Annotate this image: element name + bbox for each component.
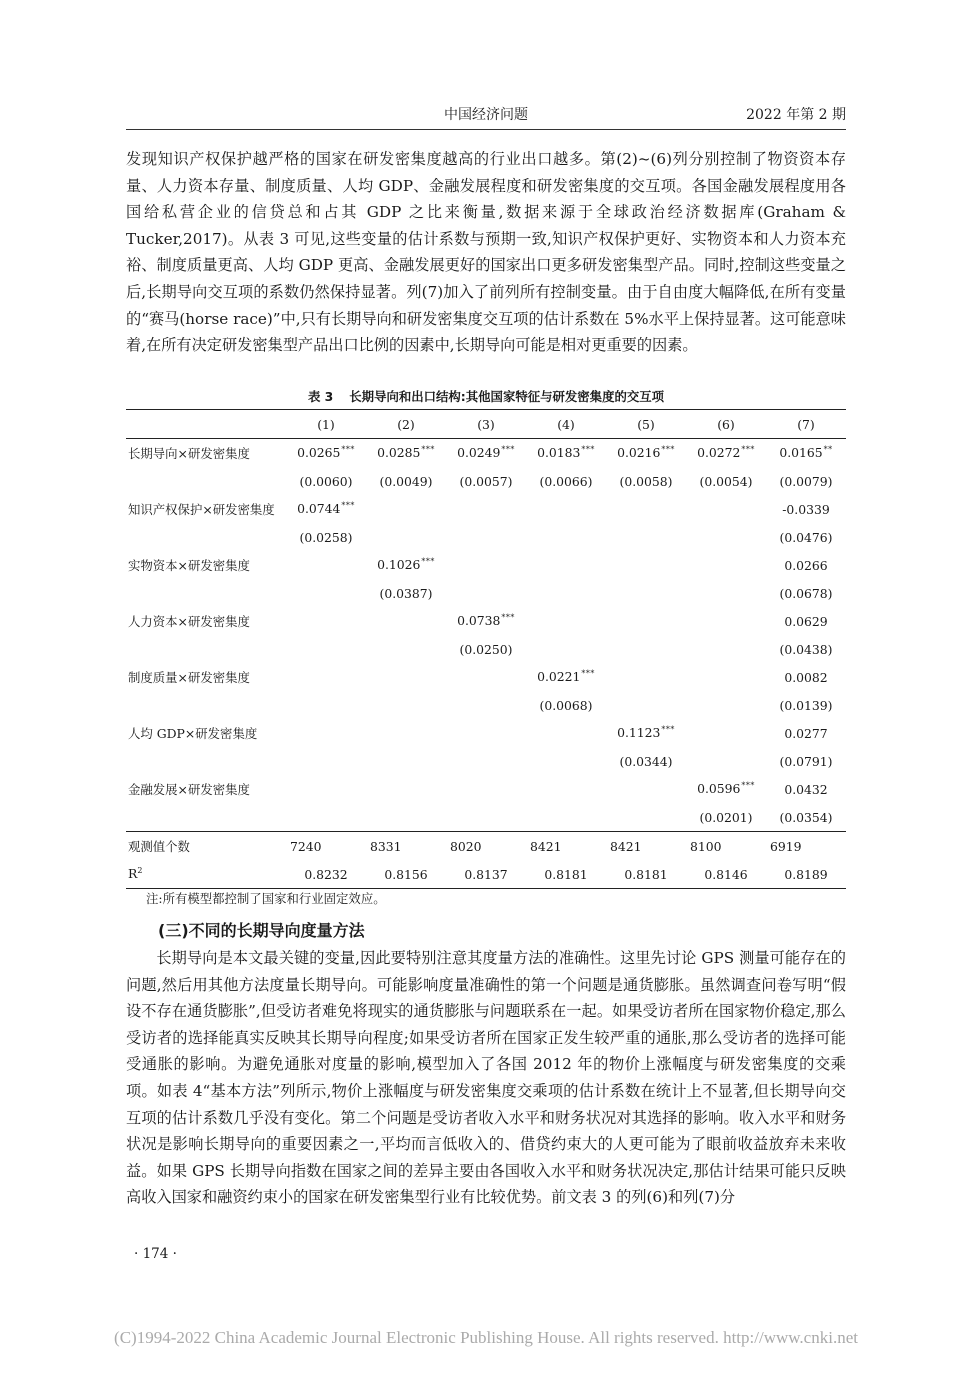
coefficient-cell [766, 495, 846, 523]
standard-error-cell [606, 467, 686, 495]
coefficient-value: 0.0629 [784, 613, 828, 629]
coefficient-cell [366, 551, 446, 579]
coefficient-cell [606, 551, 686, 579]
coefficient-cell [686, 495, 766, 523]
significance-stars: *** [581, 445, 595, 455]
standard-error-row [126, 523, 846, 551]
r2-row [126, 860, 846, 889]
coefficient-value: 0.0266 [784, 557, 828, 573]
coefficient-row [126, 719, 846, 747]
standard-error-cell [446, 747, 526, 775]
coefficient-cell [366, 663, 446, 691]
standard-error-row [126, 747, 846, 775]
header-rule [126, 129, 846, 130]
coefficient-cell [366, 607, 446, 635]
significance-stars: *** [421, 557, 435, 567]
coefficient-row [126, 775, 846, 803]
standard-error-cell [446, 803, 526, 832]
table-title: 长期导向和出口结构:其他国家特征与研发密集度的交互项 [349, 389, 665, 404]
r2-value: 0.8189 [766, 860, 846, 889]
coefficient-cell [446, 439, 526, 468]
coefficient-value: 0.0183 [537, 445, 581, 461]
coefficient-cell [446, 663, 526, 691]
standard-error-value: (0.0438) [779, 641, 833, 657]
column-header: (3) [446, 410, 526, 439]
standard-error-cell [286, 747, 366, 775]
standard-error-cell [526, 467, 606, 495]
standard-error-value: (0.0054) [699, 473, 753, 489]
journal-name: 中国经济问题 [444, 107, 528, 123]
row-label-blank [126, 635, 286, 663]
coefficient-cell [366, 439, 446, 468]
r2-value: 0.8156 [366, 860, 446, 889]
significance-stars: *** [741, 781, 755, 791]
running-header [126, 104, 846, 126]
standard-error-cell [286, 579, 366, 607]
coefficient-cell [286, 663, 366, 691]
standard-error-value: (0.0066) [539, 473, 593, 489]
row-label-blank [126, 803, 286, 832]
standard-error-value: (0.0250) [459, 641, 513, 657]
row-label-blank [126, 467, 286, 495]
section-heading: (三)不同的长期导向度量方法 [158, 921, 365, 940]
coefficient-value: 0.1123 [617, 725, 661, 741]
coefficient-value: 0.0249 [457, 445, 501, 461]
standard-error-cell [766, 467, 846, 495]
coefficient-cell [686, 719, 766, 747]
table-note: 注:所有模型都控制了国家和行业固定效应。 [146, 891, 386, 906]
column-header: (4) [526, 410, 606, 439]
standard-error-row [126, 691, 846, 719]
coefficient-cell [526, 719, 606, 747]
standard-error-cell [686, 523, 766, 551]
coefficient-cell [526, 607, 606, 635]
standard-error-value: (0.0057) [459, 473, 513, 489]
row-label: 人均 GDP×研发密集度 [128, 726, 258, 741]
coefficient-value: 0.0082 [784, 669, 828, 685]
observations-value: 8421 [606, 832, 686, 861]
coefficient-cell [526, 775, 606, 803]
coefficient-cell [686, 439, 766, 468]
significance-stars: *** [581, 669, 595, 679]
standard-error-cell [606, 803, 686, 832]
coefficient-cell [446, 719, 526, 747]
coefficient-cell [446, 495, 526, 523]
standard-error-cell [766, 691, 846, 719]
standard-error-cell [366, 523, 446, 551]
observations-value: 8020 [446, 832, 526, 861]
standard-error-value: (0.0049) [379, 473, 433, 489]
coefficient-cell [766, 719, 846, 747]
coefficient-value: 0.0432 [784, 781, 828, 797]
standard-error-value: (0.0068) [539, 697, 593, 713]
coefficient-value: -0.0339 [782, 501, 830, 517]
standard-error-row [126, 803, 846, 832]
body-paragraph-1: 发现知识产权保护越严格的国家在研发密集度越高的行业出口越多。第(2)~(6)列分别控制了物资资本存量、人力资本存量、制度质量、人均 GDP、金融发展程度和研发密集度的交互项。各国金融发展程度用各国给私营企业的信贷总和占其 GDP 之比来衡量,数据来源于全球政治经济数据库(Graham & Tucker,2017)。从表 3 可见,这些变量的估计系数与预期一致,知识产权保护更好、实物资本和人力资本充裕、制度质量更高、人均 GDP 更高、金融发展更好的国家出口更多研发密集型产品。同时,控制这些变量之后,长期导向交互项的系数仍然保持显著。列(7)加入了前列所有控制变量。由于自由度大幅降低,在所有变量的“赛马(horse race)”中,只有长期导向和研发密集度交互项的估计系数在 5%水平上保持显著。这可能意味着,在所有决定研发密集型产品出口比例的因素中,长期导向可能是相对更重要的因素。 [126, 150, 846, 355]
standard-error-cell [526, 691, 606, 719]
standard-error-value: (0.0201) [699, 809, 753, 825]
coefficient-value: 0.0285 [377, 445, 421, 461]
coefficient-row [126, 495, 846, 523]
standard-error-cell [446, 635, 526, 663]
significance-stars: *** [661, 725, 675, 735]
standard-error-value: (0.0060) [299, 473, 353, 489]
significance-stars: *** [341, 501, 355, 511]
table-number: 表 3 [307, 389, 334, 404]
body-paragraph-2: 长期导向是本文最关键的变量,因此要特别注意其度量方法的准确性。这里先讨论 GPS 测量可能存在的问题,然后用其他方法度量长期导向。可能影响度量准确性的第一个问题是通货膨胀。虽然调查问卷写明“假设不存在通货膨胀”,但受访者难免将现实的通货膨胀与问题联系在一起。如果受访者所在国家物价稳定,那么受访者的选择能真实反映其长期导向程度;如果受访者所在国家正发生较严重的通胀,那么受访者的选择可能受通胀的影响。为避免通胀对度量的影响,模型加入了各国 2012 年的物价上涨幅度与研发密集度的交乘项。如表 4“基本方法”列所示,物价上涨幅度与研发密集度交乘项的估计系数在统计上不显著,但长期导向交互项的估计系数几乎没有变化。第二个问题是受访者收入水平和财务状况对其选择的影响。收入水平和财务状况是影响长期导向的重要因素之一,平均而言低收入的、借贷约束大的人更可能为了眼前收益放弃未来收益。如果 GPS 长期导向指数在国家之间的差异主要由各国收入水平和财务状况决定,那估计结果可能只反映高收入国家和融资约束小的国家在研发密集型行业有比较优势。前文表 3 的列(6)和列(7)分 [126, 949, 846, 1207]
coefficient-cell [766, 663, 846, 691]
r2-value: 0.8146 [686, 860, 766, 889]
standard-error-cell [366, 579, 446, 607]
standard-error-cell [606, 579, 686, 607]
standard-error-cell [446, 523, 526, 551]
standard-error-cell [686, 467, 766, 495]
coefficient-value: 0.0272 [697, 445, 741, 461]
standard-error-value: (0.0791) [779, 753, 833, 769]
table-caption [126, 387, 846, 405]
r2-value: 0.8137 [446, 860, 526, 889]
issue-label: 2022 年第 2 期 [746, 107, 846, 123]
row-label-blank [126, 747, 286, 775]
row-label: 金融发展×研发密集度 [128, 782, 250, 797]
row-label: 知识产权保护×研发密集度 [128, 502, 275, 517]
coefficient-cell [526, 495, 606, 523]
standard-error-row [126, 579, 846, 607]
coefficient-cell [766, 607, 846, 635]
coefficient-cell [686, 663, 766, 691]
coefficient-value: 0.0277 [784, 725, 828, 741]
coefficient-cell [766, 551, 846, 579]
standard-error-cell [606, 691, 686, 719]
coefficient-cell [446, 607, 526, 635]
column-header: (6) [686, 410, 766, 439]
significance-stars: *** [501, 613, 515, 623]
significance-stars: *** [501, 445, 515, 455]
coefficient-cell [286, 551, 366, 579]
coefficient-cell [286, 439, 366, 468]
coefficient-value: 0.0165 [779, 445, 823, 461]
r2-value: 0.8232 [286, 860, 366, 889]
observations-value: 8100 [686, 832, 766, 861]
significance-stars: ** [823, 445, 833, 455]
standard-error-cell [686, 635, 766, 663]
observations-value: 8331 [366, 832, 446, 861]
standard-error-cell [766, 803, 846, 832]
coefficient-cell [606, 439, 686, 468]
standard-error-cell [446, 467, 526, 495]
coefficient-cell [606, 775, 686, 803]
coefficient-value: 0.1026 [377, 557, 421, 573]
standard-error-cell [606, 523, 686, 551]
standard-error-cell [526, 523, 606, 551]
column-header: (5) [606, 410, 686, 439]
coefficient-cell [766, 439, 846, 468]
coefficient-cell [766, 775, 846, 803]
coefficient-cell [606, 495, 686, 523]
row-label-blank [126, 579, 286, 607]
coefficient-cell [526, 439, 606, 468]
standard-error-cell [366, 635, 446, 663]
coefficient-row [126, 551, 846, 579]
observations-row [126, 832, 846, 861]
coefficient-cell [606, 607, 686, 635]
coefficient-cell [606, 663, 686, 691]
row-label: 长期导向×研发密集度 [128, 446, 250, 461]
observations-value: 7240 [286, 832, 366, 861]
standard-error-cell [686, 579, 766, 607]
standard-error-cell [526, 579, 606, 607]
copyright-footer: (C)1994-2022 China Academic Journal Electronic Publishing House. All rights reserved. http://www.cnki.net [114, 1328, 858, 1347]
standard-error-cell [366, 803, 446, 832]
coefficient-cell [686, 775, 766, 803]
coefficient-cell [286, 495, 366, 523]
coefficient-row [126, 439, 846, 468]
row-label: 制度质量×研发密集度 [128, 670, 250, 685]
coefficient-cell [286, 607, 366, 635]
coefficient-cell [686, 607, 766, 635]
page-number: · 174 · [134, 1246, 177, 1262]
row-label-blank [126, 691, 286, 719]
significance-stars: *** [341, 445, 355, 455]
r2-value: 0.8181 [526, 860, 606, 889]
standard-error-cell [366, 747, 446, 775]
significance-stars: *** [661, 445, 675, 455]
standard-error-cell [286, 691, 366, 719]
standard-error-value: (0.0678) [779, 585, 833, 601]
standard-error-cell [766, 579, 846, 607]
coefficient-cell [366, 719, 446, 747]
standard-error-value: (0.0344) [619, 753, 673, 769]
coefficient-cell [286, 775, 366, 803]
standard-error-cell [286, 523, 366, 551]
coefficient-cell [606, 719, 686, 747]
column-header: (7) [766, 410, 846, 439]
standard-error-cell [766, 747, 846, 775]
row-label: 人力资本×研发密集度 [128, 614, 250, 629]
standard-error-cell [526, 747, 606, 775]
coefficient-cell [446, 775, 526, 803]
standard-error-cell [766, 523, 846, 551]
significance-stars: *** [421, 445, 435, 455]
coefficient-cell [446, 551, 526, 579]
standard-error-cell [446, 691, 526, 719]
coefficient-cell [366, 495, 446, 523]
column-header: (2) [366, 410, 446, 439]
observations-value: 8421 [526, 832, 606, 861]
standard-error-value: (0.0387) [379, 585, 433, 601]
coefficient-value: 0.0744 [297, 501, 341, 517]
coefficient-cell [526, 551, 606, 579]
coefficient-cell [366, 775, 446, 803]
coefficient-value: 0.0221 [537, 669, 581, 685]
table-header-blank [126, 410, 286, 439]
standard-error-value: (0.0476) [779, 529, 833, 545]
coefficient-cell [286, 719, 366, 747]
standard-error-value: (0.0354) [779, 809, 833, 825]
observations-label: 观测值个数 [126, 832, 286, 861]
standard-error-cell [286, 467, 366, 495]
standard-error-cell [286, 635, 366, 663]
standard-error-cell [526, 635, 606, 663]
standard-error-cell [446, 579, 526, 607]
coefficient-cell [686, 551, 766, 579]
standard-error-cell [766, 635, 846, 663]
coefficient-value: 0.0738 [457, 613, 501, 629]
standard-error-cell [606, 747, 686, 775]
coefficient-value: 0.0265 [297, 445, 341, 461]
standard-error-cell [686, 747, 766, 775]
standard-error-value: (0.0079) [779, 473, 833, 489]
coefficient-row [126, 607, 846, 635]
observations-value: 6919 [766, 832, 846, 861]
standard-error-cell [686, 691, 766, 719]
coefficient-cell [526, 663, 606, 691]
standard-error-value: (0.0058) [619, 473, 673, 489]
significance-stars: *** [741, 445, 755, 455]
r2-label: $R^2$ [126, 860, 286, 889]
standard-error-value: (0.0258) [299, 529, 353, 545]
regression-table [126, 409, 846, 889]
standard-error-cell [526, 803, 606, 832]
standard-error-cell [606, 635, 686, 663]
coefficient-value: 0.0596 [697, 781, 741, 797]
table-header-row [126, 410, 846, 439]
standard-error-row [126, 467, 846, 495]
column-header: (1) [286, 410, 366, 439]
row-label: 实物资本×研发密集度 [128, 558, 250, 573]
row-label-blank [126, 523, 286, 551]
standard-error-cell [686, 803, 766, 832]
standard-error-row [126, 635, 846, 663]
standard-error-value: (0.0139) [779, 697, 833, 713]
standard-error-cell [366, 691, 446, 719]
standard-error-cell [366, 467, 446, 495]
coefficient-value: 0.0216 [617, 445, 661, 461]
r2-value: 0.8181 [606, 860, 686, 889]
standard-error-cell [286, 803, 366, 832]
coefficient-row [126, 663, 846, 691]
